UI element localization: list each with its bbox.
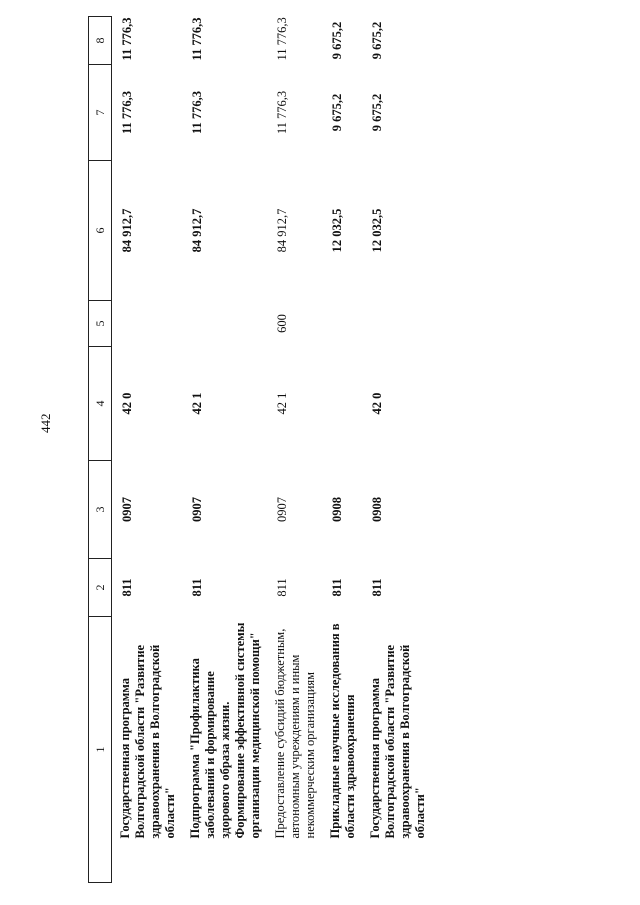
amount-col6: 12 032,5 <box>370 208 384 253</box>
target-article-code: 42 1 <box>190 392 204 415</box>
table-row <box>182 17 267 883</box>
amount-col7: 11 776,3 <box>190 90 204 135</box>
ministry-code: 811 <box>370 578 384 597</box>
expense-type-code <box>112 301 183 347</box>
budget-table <box>88 16 432 883</box>
table-row <box>267 17 322 883</box>
expense-type-code <box>362 301 432 347</box>
ministry-code: 811 <box>330 578 344 597</box>
column-header: 5 <box>89 301 112 347</box>
section-code: 0907 <box>190 497 204 522</box>
section-code: 0908 <box>330 497 344 522</box>
table-row <box>362 17 432 883</box>
amount-col8: 9 675,2 <box>370 21 384 60</box>
column-header: 2 <box>89 559 112 617</box>
amount-col8: 11 776,3 <box>120 17 134 61</box>
column-header: 1 <box>89 617 112 883</box>
header-row <box>89 17 112 883</box>
expense-type-code <box>182 301 267 347</box>
amount-col6: 84 912,7 <box>120 208 134 253</box>
amount-col8: 11 776,3 <box>275 17 289 61</box>
ministry-code: 811 <box>190 578 204 597</box>
amount-col8: 9 675,2 <box>330 21 344 60</box>
row-name: Государственная программа Волгоградской области "Развитие здравоохранения в Волгоградской области" <box>118 644 177 839</box>
page-number: 442 <box>38 413 53 433</box>
section-code: 0907 <box>275 497 289 522</box>
target-article-code <box>322 347 362 461</box>
expense-type-code: 600 <box>275 314 289 333</box>
amount-col7: 9 675,2 <box>370 93 384 132</box>
ministry-code: 811 <box>275 578 289 597</box>
amount-col6: 84 912,7 <box>275 208 289 253</box>
amount-col7: 11 776,3 <box>275 90 289 135</box>
amount-col8: 11 776,3 <box>190 17 204 61</box>
column-header: 3 <box>89 461 112 559</box>
target-article-code: 42 0 <box>120 392 134 415</box>
amount-col6: 12 032,5 <box>330 208 344 253</box>
amount-col6: 84 912,7 <box>190 208 204 253</box>
column-header: 8 <box>89 17 112 65</box>
amount-col7: 11 776,3 <box>120 90 134 135</box>
column-header: 4 <box>89 347 112 461</box>
expense-type-code <box>322 301 362 347</box>
column-header: 7 <box>89 65 112 161</box>
section-code: 0907 <box>120 497 134 522</box>
row-name: Государственная программа Волгоградской области "Развитие здравоохранения в Волгоградской области" <box>368 644 427 839</box>
row-name: Прикладные научные исследования в области здравоохранения <box>328 623 357 839</box>
amount-col7: 9 675,2 <box>330 93 344 132</box>
ministry-code: 811 <box>120 578 134 597</box>
table-row <box>322 17 362 883</box>
row-name: Подпрограмма "Профилактика заболеваний и формирование здорового образа жизни. Формирование эффективной системы организации медицинской помощи" <box>188 622 262 839</box>
target-article-code: 42 0 <box>370 392 384 415</box>
column-header: 6 <box>89 161 112 301</box>
budget-table-rotated <box>88 17 620 883</box>
row-name: Предоставление субсидий бюджетным, автономным учреждениям и иным некоммерческим организациям <box>273 628 317 839</box>
target-article-code: 42 1 <box>275 392 289 415</box>
table-row <box>112 17 183 883</box>
section-code: 0908 <box>370 497 384 522</box>
